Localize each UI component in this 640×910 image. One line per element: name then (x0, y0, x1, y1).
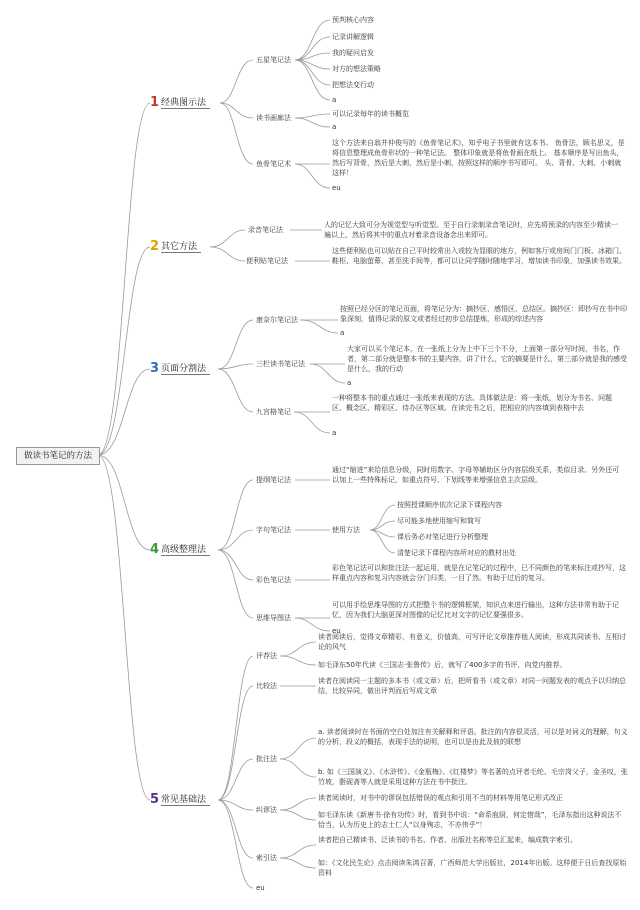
jiumiu-text-1: 读者阅读时，对书中的谬误包括错误的观点和引用不当的材料等用笔记形式改正 (318, 794, 563, 802)
suoyin-text-1: 读者把自己精读书、泛读书的书名、作者、出版社名称等总汇起来，编成数字索引。 (318, 836, 577, 844)
bianli-text: 这些便利贴也可以贴在自己平时较常出入或较为显眼的地方，例如客厅或房间门门板、冰箱门、鞋柜、电脑萤幕，甚至洗手间等，都可以让同学随时随地学习，增加读书印象，加强读书效果。 (332, 247, 626, 265)
category-2[interactable] (150, 239, 201, 255)
sanlan-text: 大家可以买个笔记本，在一张纸上分为上中下三个不分，上面第一部分写时间，书名，作者，第二部分就是整本书的主要内容，讲了什么，它的摘要是什么，第三部分就是我的感受是什么，我的行动 (347, 345, 627, 373)
wuxing-item-4: 对方的想法策略 (332, 65, 381, 73)
jiugongge-text: 一种将整本书的重点通过一张纸来表现的方法。具体做法是：将一张纸，划分为书名、问题区、概念区、精彩区、待办区等区域。在读完书之后，把相应的内容填到表格中去 (332, 394, 612, 412)
shumu-tail: a (332, 123, 337, 131)
yugu-node[interactable]: 鱼骨笔记术 (256, 160, 291, 168)
category-2-number: 2 (150, 239, 160, 254)
caise-node[interactable]: 彩色笔记法 (256, 576, 291, 584)
zijuan-item-4: 清楚记录下课程内容所对应的教材出处 (397, 549, 516, 557)
siwei-tail: eu (332, 627, 341, 635)
category-1-label: 经典图示法 (161, 98, 210, 109)
cat5-tail: eu (256, 884, 265, 892)
shumu-node[interactable]: 读书画廊法 (256, 114, 291, 122)
wuxing-item-3: 我的疑问启发 (332, 49, 374, 57)
caise-text: 彩色笔记法可以和批注法一起运用，就是在记笔记的过程中，巳不同颜色的笔来标注或抄写，这样重点内容和复习内容就会分门归类，一目了然。有助于过后的复习。 (332, 564, 626, 582)
category-4-label: 高级整理法 (161, 545, 210, 556)
pizhu-node[interactable]: 批注法 (256, 755, 277, 763)
yugu-text: 这个方法来自翁井仲俊写的《鱼骨笔记术》，知乎电子书里就有这本书。 鱼骨法，顾名思义，是将信息整理成鱼骨形状的一种笔记法。 整体印象就是将鱼骨画在纸上。 基本顺序是写出鱼头，然后写背骨，然后是大刺，然后是小刺，按照这样的顺序书写即可。 头、背骨、大刺、小刺就这样！ (332, 139, 625, 177)
category-5-label: 常见基础法 (161, 795, 210, 806)
zijuan-item-3: 课后务必对笔记进行分析整理 (397, 533, 488, 541)
suoyin-node[interactable]: 索引法 (256, 854, 277, 862)
category-4-number: 4 (150, 542, 160, 557)
suoyin-text-2: 如：《文化民生论》点击阅读朱鸿召著，广西师范大学出版社，2014年出版。这样便于日后查找原始资料 (318, 859, 627, 877)
jiumiu-text-2: 如毛泽东读《新唐书·徐有功传》时，看到书中说：“命系庖厨，何定惜哉”，毛泽东指出这种说法不恰当，认为历史上的志士仁人“以身殉志，不亦伟乎”！ (318, 811, 622, 829)
category-4[interactable] (150, 542, 210, 558)
siwei-text: 可以用手绘思维导图的方式把整个书的逻辑框架，知识点来进行输出，这种方法非常有助于记忆，因为我们大脑更深对图像的记忆比对文字的记忆要强很多。 (332, 601, 619, 619)
pizhu-text-2: b. 如《三国演义》、《水浒传》、《金瓶梅》、《红楼梦》等名著的点评者毛纶、毛宗岗父子，金圣叹，张竹坡，脂砚斋等人就是采用这种方法在书中批注。 (318, 768, 628, 786)
category-3-number: 3 (150, 361, 160, 376)
luyin-text: 人的记忆大致可分为视觉型与听觉型。至于自行录制录音笔记时，应先将预录的内容至少精读一遍以上，然后将其中的重点对着录音设备念出来即可。 (324, 221, 618, 239)
siwei-node[interactable]: 思维导图法 (256, 614, 291, 622)
kangnaier-text: 按照已经分区的笔记页面，将笔记分为：摘抄区、感悟区、总结区。摘抄区：即抄写在书中印象深刻，值得记录的原文或者经过初步总结提炼，形成的综述内容 (340, 305, 627, 323)
zijuan-item-1: 按照授课顺序依次记录下课程内容 (397, 501, 502, 509)
bianli-node[interactable]: 便利贴笔记法 (246, 257, 288, 265)
jiumiu-node[interactable]: 纠谬法 (256, 806, 277, 814)
zijuan-item-2: 尽可能多地使用缩写和简写 (397, 517, 481, 525)
category-2-label: 其它方法 (161, 242, 201, 253)
zijuan-node[interactable]: 字句笔记法 (256, 526, 291, 534)
wuxing-node[interactable]: 五星笔记法 (256, 56, 291, 64)
wuxing-tail: a (332, 96, 337, 104)
sanlan-node[interactable]: 三栏读书笔记法 (256, 360, 305, 368)
tigang-text: 通过“缩进”来给信息分级，同时用数字、字母等辅助区分内容层级关系，类似目录。另外还可以加上一些特殊标记，如重点符号、下划线等来增强信息主次层级。 (332, 466, 620, 484)
bijiao-text: 读者在阅读同一主题的多本书（或文章）后，把所看书（或文章）对同一问题发表的观点予以归纳总结，比较异同，做出评判而后写成文章 (318, 677, 626, 695)
pingjian-text-2: 如毛泽东50年代读《三国志·张鲁传》后，就写了400多字的书评，向党内推荐。 (318, 661, 567, 669)
tigang-node[interactable]: 提纲笔记法 (256, 476, 291, 484)
sanlan-tail: a (347, 379, 352, 387)
wuxing-item-1: 预判核心内容 (332, 16, 374, 24)
category-1-number: 1 (150, 95, 160, 110)
category-1[interactable] (150, 95, 210, 111)
wuxing-item-2: 记录讲解逻辑 (332, 33, 374, 41)
jiugongge-node[interactable]: 九宫格笔记 (256, 408, 291, 416)
yugu-tail: eu (332, 184, 341, 192)
category-3[interactable] (150, 361, 210, 377)
category-3-label: 页面分割法 (161, 364, 210, 375)
zijuan-usage[interactable]: 使用方法 (332, 526, 360, 534)
category-5-number: 5 (150, 792, 160, 807)
wuxing-item-5: 把想法变行动 (332, 81, 374, 89)
pingjian-text-1: 读者阅读后，觉得文章精彩，有意义，价值高，可写评论文章推荐他人阅读，形成共同读书、互相讨论的风气 (318, 633, 626, 651)
bijiao-node[interactable]: 比较法 (256, 682, 277, 690)
jiugongge-tail: a (332, 429, 337, 437)
pizhu-text-1: a. 读者阅读时在书面的空白处加注有关解释和评语。批注的内容很灵活，可以是对词义的理解，句义的分析，段义的概括，表现手法的说明，也可以是由此及彼的联想 (318, 728, 628, 746)
category-5[interactable] (150, 792, 210, 808)
pingjian-node[interactable]: 评荐法 (256, 652, 277, 660)
kangnaier-node[interactable]: 康奈尔笔记法 (256, 316, 298, 324)
luyin-node[interactable]: 录音笔记法 (248, 226, 283, 234)
root-node: 做读书笔记的方法 (16, 447, 100, 465)
kangnaier-tail: a (340, 329, 345, 337)
shumu-text: 可以记录每年的读书概览 (332, 110, 409, 118)
